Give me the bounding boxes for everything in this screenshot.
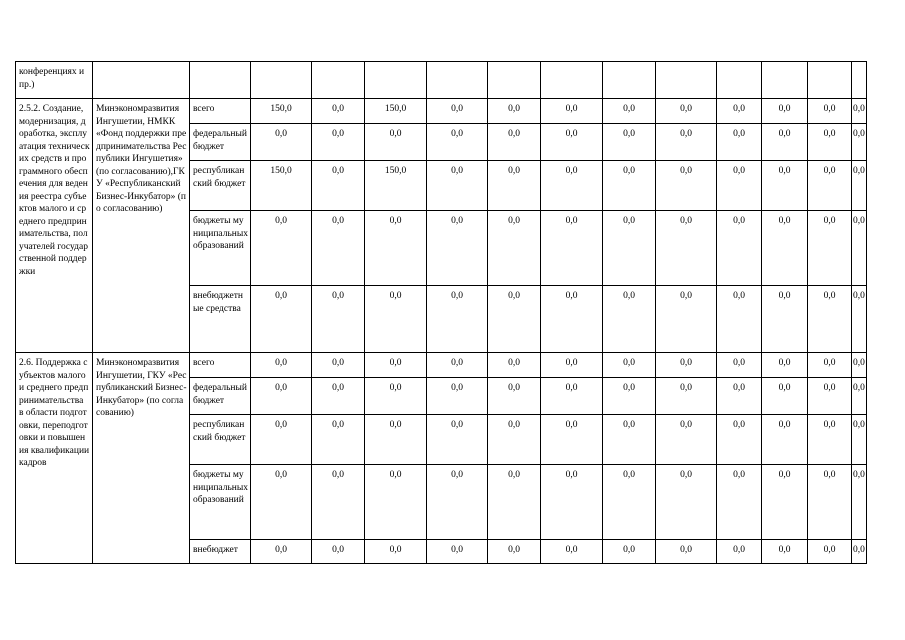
value-cell: [312, 62, 365, 99]
value-cell: 0,0: [603, 124, 656, 161]
funding-source-cell: федеральный бюджет: [190, 378, 251, 415]
value-cell: 0,0: [251, 415, 312, 465]
value-cell: 0,0: [762, 124, 808, 161]
value-cell: 0,0: [312, 99, 365, 124]
value-cell: 0,0: [603, 99, 656, 124]
value-cell: 0,0: [717, 99, 762, 124]
value-cell: 0,0: [603, 415, 656, 465]
measure-name-cell: 2.6. Поддержка субъектов малого и среднего предпринимательства в области подготовки, переподготовки и повышения квалификации кадров: [16, 353, 93, 564]
value-cell: 0,0: [762, 211, 808, 286]
value-cell: 0,0: [603, 353, 656, 378]
value-cell: 0,0: [717, 211, 762, 286]
value-cell: [656, 62, 717, 99]
measure-name-cell: 2.5.2. Создание, модернизация, доработка, эксплуатация технических средств и программного обеспечения для ведения реестра субъектов малого и среднего предпринимательства, получателей государственной поддержки: [16, 99, 93, 353]
value-cell: 0,0: [808, 415, 852, 465]
value-cell: [251, 62, 312, 99]
value-cell: 0,0: [365, 286, 427, 353]
value-cell: 0,0: [717, 353, 762, 378]
value-cell: [808, 62, 852, 99]
value-cell: 0,0: [656, 353, 717, 378]
value-cell: 0,0: [251, 286, 312, 353]
funding-source-cell: всего: [190, 353, 251, 378]
value-cell: 0,0: [427, 211, 488, 286]
funding-source-cell: бюджеты муниципальных образований: [190, 465, 251, 540]
value-cell: 0,0: [488, 353, 541, 378]
value-cell: 0,0: [541, 161, 603, 211]
value-cell: 0,0: [365, 211, 427, 286]
value-cell: 150,0: [365, 161, 427, 211]
value-cell: 150,0: [365, 99, 427, 124]
table-row: [16, 99, 867, 124]
value-cell: 0,0: [717, 378, 762, 415]
value-cell: 0,0: [488, 540, 541, 564]
table-row: [16, 62, 867, 99]
value-cell: 0,0: [603, 286, 656, 353]
value-cell: [762, 62, 808, 99]
value-cell: 0,0: [312, 540, 365, 564]
executor-cell: Минэкономразвития Ингушетии, НМКК «Фонд поддержки предпринимательства Республики Ингушетия» (по согласованию),ГКУ «Республиканский Бизнес-Инкубатор» (по согласованию): [93, 99, 190, 353]
value-cell: 0,0: [656, 124, 717, 161]
value-cell: 0,0: [312, 124, 365, 161]
value-cell: 0,0: [808, 378, 852, 415]
value-cell: 0,0: [312, 415, 365, 465]
value-cell: 0,0: [365, 378, 427, 415]
value-cell: 0,0: [808, 286, 852, 353]
value-cell: 0,0: [488, 211, 541, 286]
value-cell: 0,0: [808, 540, 852, 564]
value-cell: 0,0: [852, 378, 867, 415]
value-cell: 0,0: [427, 124, 488, 161]
value-cell: 0,0: [603, 378, 656, 415]
value-cell: 0,0: [717, 161, 762, 211]
value-cell: [488, 62, 541, 99]
value-cell: 150,0: [251, 161, 312, 211]
value-cell: 0,0: [603, 211, 656, 286]
value-cell: 0,0: [603, 540, 656, 564]
value-cell: 0,0: [365, 540, 427, 564]
value-cell: 0,0: [251, 378, 312, 415]
funding-source-cell: республиканский бюджет: [190, 415, 251, 465]
value-cell: 0,0: [762, 540, 808, 564]
value-cell: 0,0: [488, 161, 541, 211]
funding-source-cell: внебюджетные средства: [190, 286, 251, 353]
funding-source-cell: внебюджет: [190, 540, 251, 564]
value-cell: 0,0: [312, 211, 365, 286]
value-cell: 0,0: [808, 465, 852, 540]
value-cell: 0,0: [488, 415, 541, 465]
value-cell: 0,0: [251, 353, 312, 378]
value-cell: 0,0: [656, 99, 717, 124]
funding-source-cell: [190, 62, 251, 99]
value-cell: 0,0: [541, 286, 603, 353]
value-cell: 0,0: [541, 465, 603, 540]
funding-source-cell: бюджеты муниципальных образований: [190, 211, 251, 286]
value-cell: 0,0: [808, 161, 852, 211]
value-cell: 0,0: [656, 286, 717, 353]
value-cell: 0,0: [656, 465, 717, 540]
value-cell: 0,0: [762, 415, 808, 465]
value-cell: 0,0: [312, 378, 365, 415]
value-cell: 0,0: [541, 415, 603, 465]
value-cell: [717, 62, 762, 99]
value-cell: 0,0: [541, 99, 603, 124]
value-cell: 0,0: [852, 211, 867, 286]
value-cell: 0,0: [541, 540, 603, 564]
table-row: [16, 353, 867, 378]
value-cell: 0,0: [852, 161, 867, 211]
value-cell: 0,0: [717, 415, 762, 465]
executor-cell: Минэкономразвития Ингушетии, ГКУ «Республиканский Бизнес-Инкубатор» (по согласованию): [93, 353, 190, 564]
value-cell: 0,0: [488, 124, 541, 161]
budget-table: [15, 61, 867, 564]
value-cell: 0,0: [312, 161, 365, 211]
value-cell: 0,0: [488, 99, 541, 124]
value-cell: [852, 62, 867, 99]
value-cell: 0,0: [312, 465, 365, 540]
value-cell: 0,0: [852, 415, 867, 465]
value-cell: [427, 62, 488, 99]
value-cell: 0,0: [541, 378, 603, 415]
value-cell: 0,0: [762, 286, 808, 353]
value-cell: 0,0: [251, 211, 312, 286]
value-cell: 0,0: [762, 465, 808, 540]
value-cell: 0,0: [427, 99, 488, 124]
value-cell: 0,0: [488, 465, 541, 540]
funding-source-cell: всего: [190, 99, 251, 124]
value-cell: 0,0: [852, 465, 867, 540]
value-cell: 0,0: [852, 286, 867, 353]
value-cell: 0,0: [656, 415, 717, 465]
value-cell: [541, 62, 603, 99]
value-cell: 0,0: [541, 211, 603, 286]
value-cell: 0,0: [312, 353, 365, 378]
value-cell: 0,0: [365, 415, 427, 465]
value-cell: 0,0: [427, 415, 488, 465]
funding-source-cell: республиканский бюджет: [190, 161, 251, 211]
value-cell: 0,0: [852, 99, 867, 124]
value-cell: 0,0: [603, 465, 656, 540]
value-cell: 0,0: [762, 99, 808, 124]
value-cell: 0,0: [427, 540, 488, 564]
value-cell: 0,0: [603, 161, 656, 211]
value-cell: 0,0: [717, 540, 762, 564]
value-cell: 150,0: [251, 99, 312, 124]
value-cell: 0,0: [541, 124, 603, 161]
value-cell: 0,0: [427, 286, 488, 353]
value-cell: 0,0: [488, 286, 541, 353]
value-cell: 0,0: [808, 353, 852, 378]
value-cell: 0,0: [427, 465, 488, 540]
value-cell: 0,0: [717, 465, 762, 540]
measure-name-cell: конференциях и пр.): [16, 62, 93, 99]
value-cell: [365, 62, 427, 99]
value-cell: 0,0: [427, 161, 488, 211]
value-cell: 0,0: [852, 540, 867, 564]
value-cell: 0,0: [808, 99, 852, 124]
value-cell: 0,0: [717, 286, 762, 353]
value-cell: 0,0: [717, 124, 762, 161]
value-cell: 0,0: [656, 378, 717, 415]
value-cell: 0,0: [312, 286, 365, 353]
value-cell: 0,0: [488, 378, 541, 415]
value-cell: 0,0: [656, 540, 717, 564]
value-cell: 0,0: [852, 353, 867, 378]
value-cell: 0,0: [427, 353, 488, 378]
value-cell: 0,0: [251, 124, 312, 161]
value-cell: 0,0: [251, 540, 312, 564]
executor-cell: [93, 62, 190, 99]
value-cell: 0,0: [762, 378, 808, 415]
value-cell: 0,0: [365, 465, 427, 540]
value-cell: 0,0: [365, 124, 427, 161]
value-cell: 0,0: [427, 378, 488, 415]
value-cell: 0,0: [365, 353, 427, 378]
value-cell: [603, 62, 656, 99]
value-cell: 0,0: [541, 353, 603, 378]
value-cell: 0,0: [762, 353, 808, 378]
value-cell: 0,0: [656, 161, 717, 211]
value-cell: 0,0: [852, 124, 867, 161]
funding-source-cell: федеральный бюджет: [190, 124, 251, 161]
value-cell: 0,0: [808, 211, 852, 286]
value-cell: 0,0: [656, 211, 717, 286]
value-cell: 0,0: [251, 465, 312, 540]
value-cell: 0,0: [762, 161, 808, 211]
value-cell: 0,0: [808, 124, 852, 161]
